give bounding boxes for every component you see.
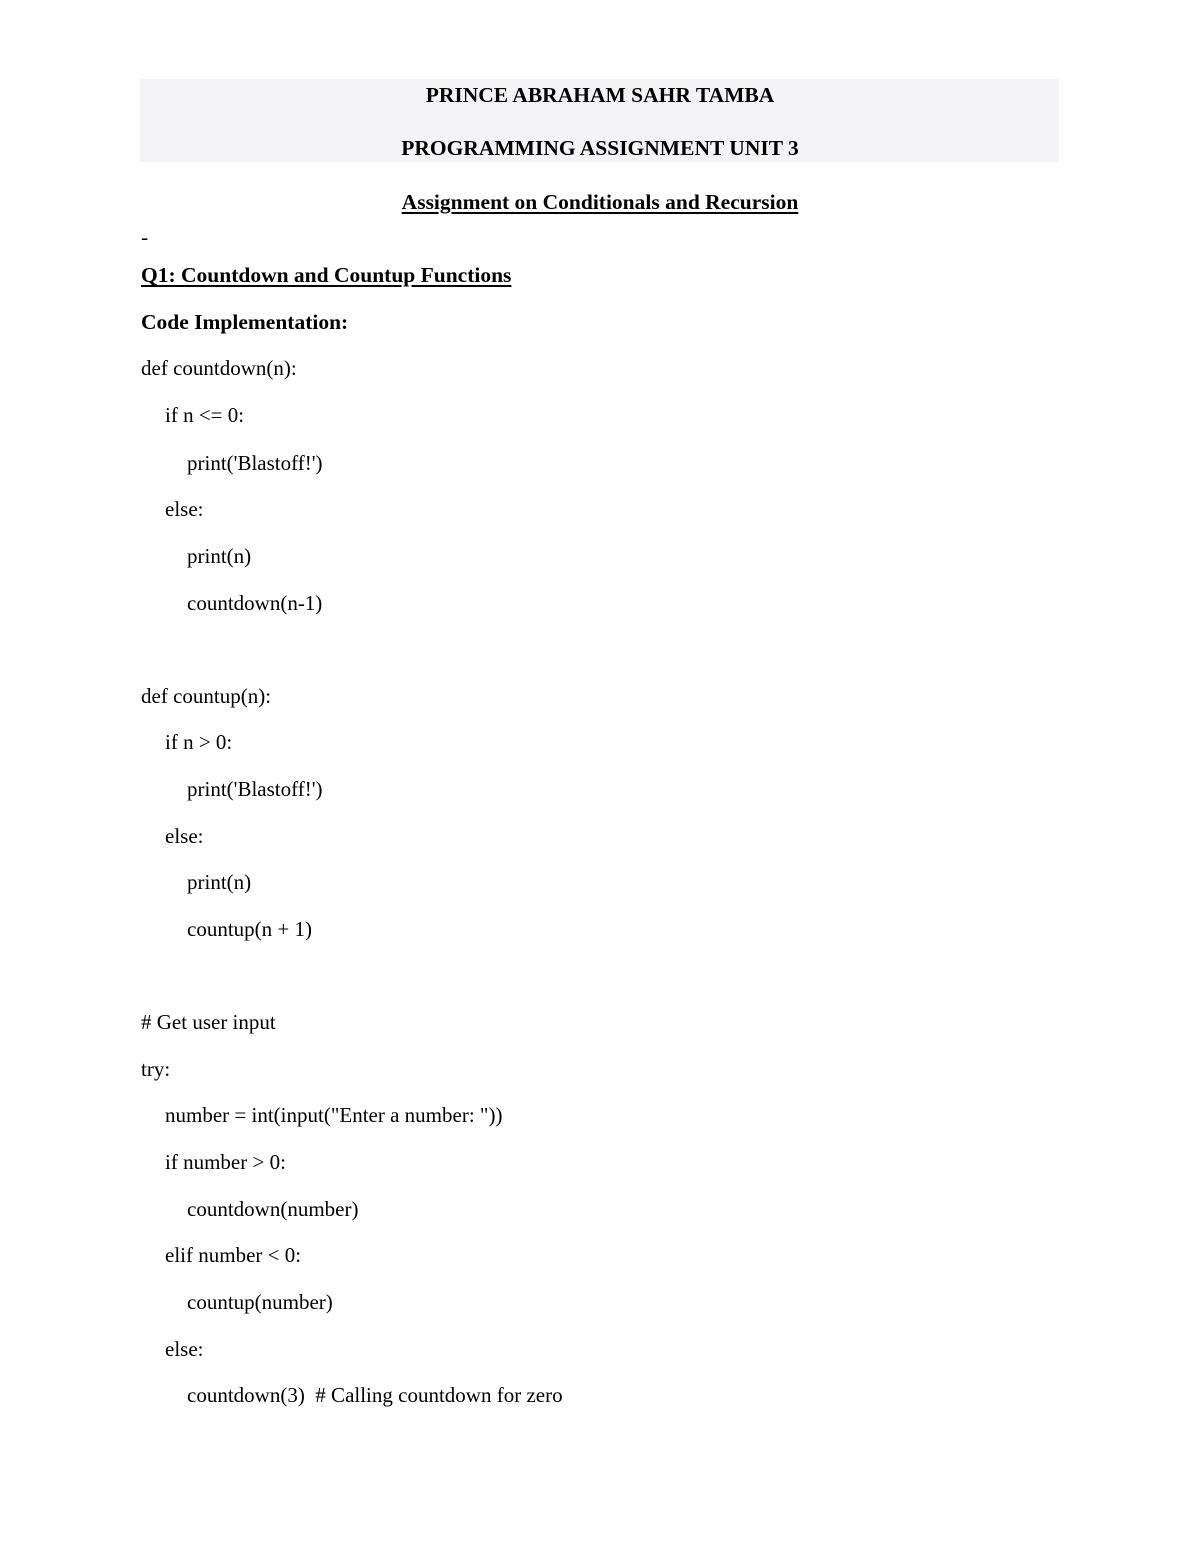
code-line: if n > 0:: [165, 730, 233, 754]
section-heading: Q1: Countdown and Countup Functions: [141, 263, 512, 287]
code-line: print(n): [187, 870, 252, 894]
code-implementation-label: Code Implementation:: [141, 310, 349, 334]
code-line: print('Blastoff!'): [187, 777, 323, 801]
code-line: countup(number): [187, 1290, 333, 1314]
code-line: countdown(n-1): [187, 591, 323, 615]
document-title: Assignment on Conditionals and Recursion: [401, 190, 799, 214]
code-line: countdown(number): [187, 1197, 359, 1221]
code-line: countdown(3) # Calling countdown for zero: [187, 1383, 563, 1407]
code-line: else:: [165, 497, 204, 521]
code-line: # Get user input: [141, 1010, 276, 1034]
code-line: if n <= 0:: [165, 403, 245, 427]
code-line: try:: [141, 1057, 171, 1081]
code-line: else:: [165, 824, 204, 848]
code-line: def countup(n):: [141, 684, 272, 708]
assignment-title: PROGRAMMING ASSIGNMENT UNIT 3: [401, 136, 799, 160]
code-line: print(n): [187, 544, 252, 568]
code-line: countup(n + 1): [187, 917, 312, 941]
code-line: def countdown(n):: [141, 356, 297, 380]
code-line: if number > 0:: [165, 1150, 286, 1174]
separator-dash: -: [141, 225, 149, 249]
author-name: PRINCE ABRAHAM SAHR TAMBA: [425, 83, 775, 107]
code-line: elif number < 0:: [165, 1243, 302, 1267]
code-line: else:: [165, 1337, 204, 1361]
code-line: number = int(input("Enter a number: ")): [165, 1103, 503, 1127]
code-line: print('Blastoff!'): [187, 451, 323, 475]
